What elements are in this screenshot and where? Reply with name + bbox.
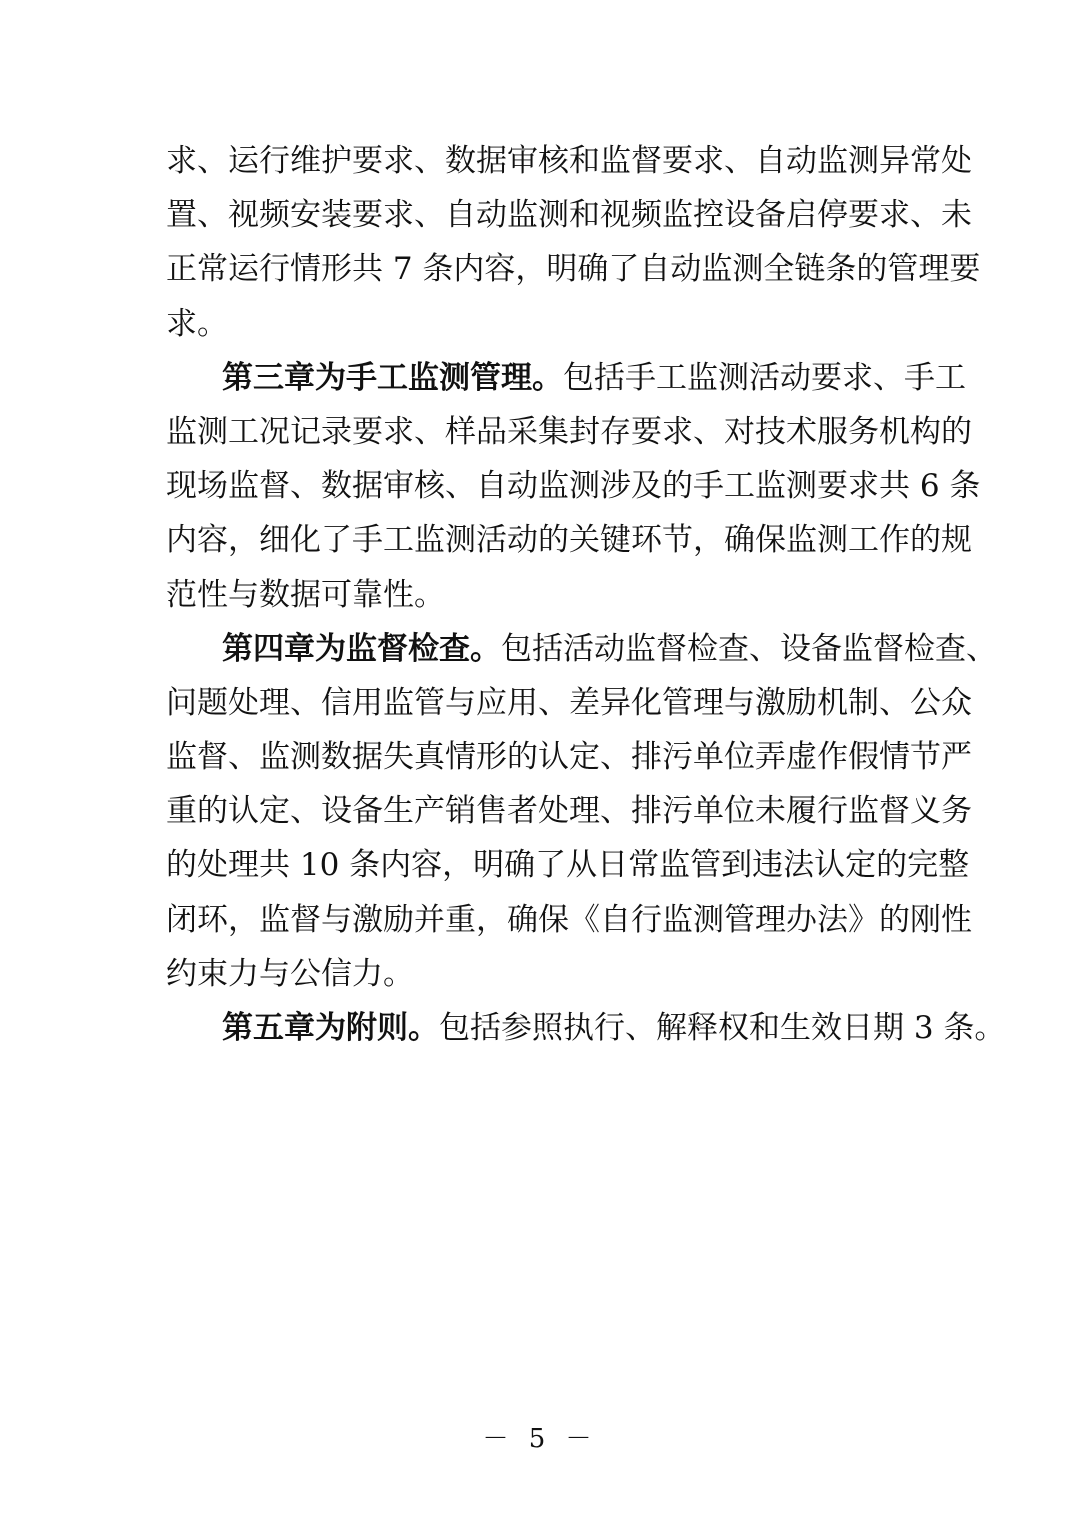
text-line: 问题处理、信用监管与应用、差异化管理与激励机制、公众 [166, 684, 972, 721]
text-line: 求。 [166, 305, 228, 342]
text-line: 的处理共 10 条内容，明确了从日常监管到违法认定的完整 [166, 847, 970, 884]
text-line: 监测工况记录要求、样品采集封存要求、对技术服务机构的 [166, 413, 972, 450]
text-line: 监督、监测数据失真情形的认定、排污单位弄虚作假情节严 [166, 739, 972, 776]
text-line: 求、运行维护要求、数据审核和监督要求、自动监测异常处 [166, 143, 972, 179]
paragraph-first-line [166, 351, 966, 405]
chapter-heading: 第四章为监督检查。 [222, 630, 501, 667]
paragraph-first-line [166, 1001, 1006, 1055]
chapter-heading: 第五章为附则。 [222, 1010, 439, 1046]
text-line: 正常运行情形共 7 条内容，明确了自动监测全链条的管理要 [166, 251, 981, 288]
paragraph-first-line [166, 622, 997, 676]
text-line: 内容，细化了手工监测活动的关键环节，确保监测工作的规 [166, 522, 972, 559]
text-line: 现场监督、数据审核、自动监测涉及的手工监测要求共 6 条 [166, 468, 981, 505]
text-line: 重的认定、设备生产销售者处理、排污单位未履行监督义务 [166, 793, 972, 830]
text-span: 包括活动监督检查、设备监督检查、 [501, 630, 997, 667]
text-span: 包括手工监测活动要求、手工 [563, 359, 966, 396]
text-line: 闭环，监督与激励并重，确保《自行监测管理办法》的刚性 [166, 901, 972, 938]
text-span: 包括参照执行、解释权和生效日期 3 条。 [439, 1010, 1006, 1046]
chapter-heading: 第三章为手工监测管理。 [222, 359, 563, 396]
text-line: 约束力与公信力。 [166, 955, 414, 992]
page-number: － 5 － [482, 1424, 598, 1454]
body-text [166, 134, 1006, 1055]
text-line: 置、视频安装要求、自动监测和视频监控设备启停要求、未 [166, 197, 972, 234]
text-line: 范性与数据可靠性。 [166, 576, 445, 613]
